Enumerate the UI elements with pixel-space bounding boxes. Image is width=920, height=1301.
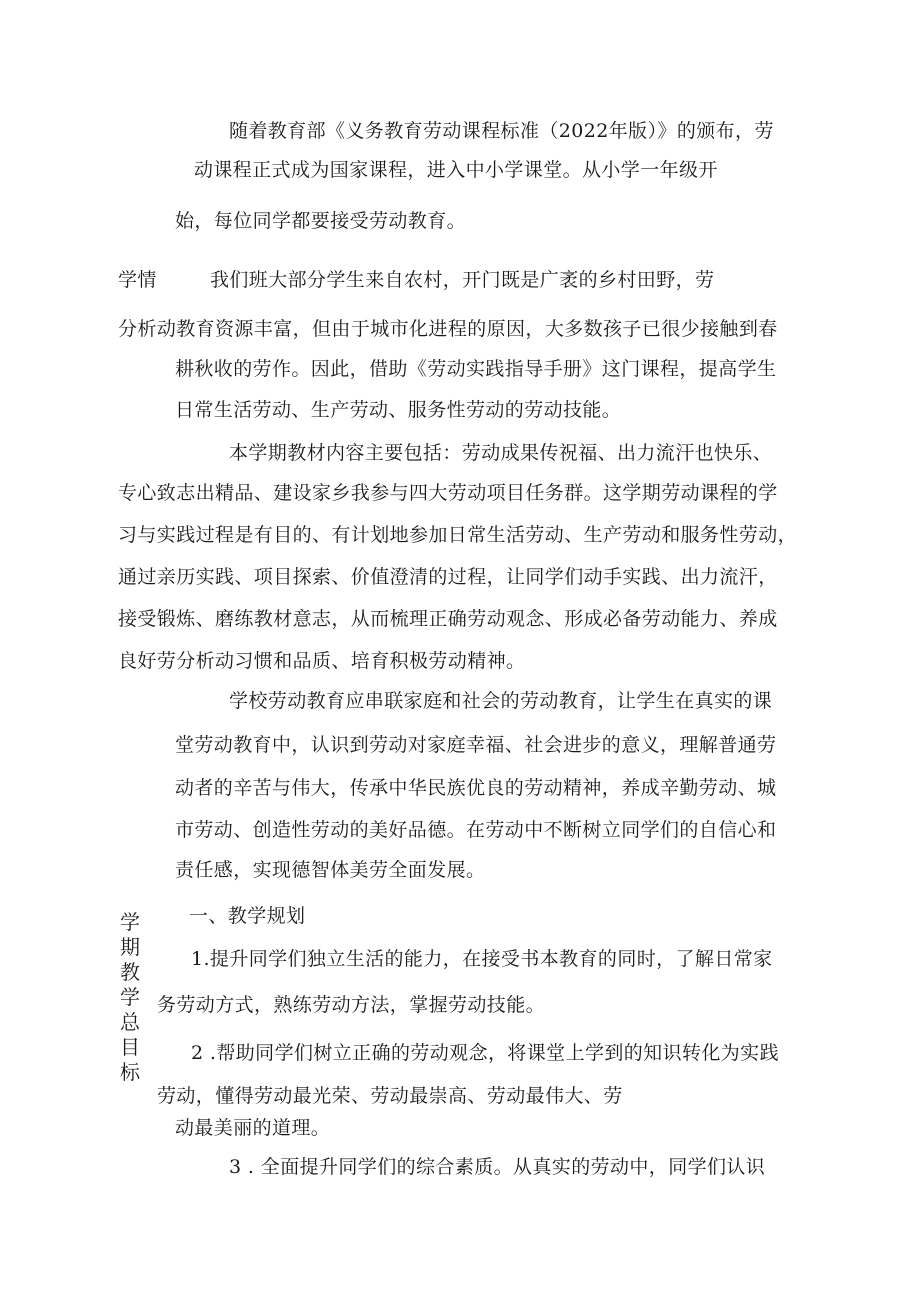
textbook-line-3: 习与实践过程是有目的、有计划地参加日常生活劳动、生产劳动和服务性劳动， (118, 524, 798, 546)
intro-line-1: 随着教育部《义务教育劳动课程标准（2022年版）》的颁布，劳 (229, 120, 774, 142)
student-analysis-line-4: 日常生活劳动、生产劳动、服务性劳动的劳动技能。 (175, 399, 622, 421)
school-line-4: 市劳动、创造性劳动的美好品德。在劳动中不断树立同学们的自信心和 (175, 819, 777, 841)
textbook-line-5: 接受锻炼、磨练教材意志，从而梳理正确劳动观念、形成必备劳动能力、养成 (118, 608, 778, 630)
goal-item-1-line-2: 务劳动方式，熟练劳动方法，掌握劳动技能。 (157, 994, 546, 1016)
school-line-2: 堂劳动教育中，认识到劳动对家庭幸福、社会进步的意义，理解普通劳 (175, 734, 777, 756)
student-analysis-label: 学情 (118, 269, 157, 291)
student-analysis-label-2: 分析 (118, 318, 157, 340)
student-analysis-line-2-text: 动教育资源丰富，但由于城市化进程的原因，大多数孩子已很少接触到春 (156, 318, 778, 340)
textbook-line-6: 良好劳分析动习惯和品质、培育积极劳动精神。 (118, 650, 526, 672)
intro-line-2: 动课程正式成为国家课程，进入中小学课堂。从小学一年级开 (194, 159, 718, 181)
intro-line-3: 始，每位同学都要接受劳动教育。 (175, 210, 467, 232)
goals-side-label: 学期教学总目标 (120, 910, 140, 1084)
student-analysis-line-1: 我们班大部分学生来自农村，开门既是广袤的乡村田野，劳 (210, 269, 715, 291)
goal-item-2-line-1: 2 .帮助同学们树立正确的劳动观念，将课堂上学到的知识转化为实践 (191, 1042, 779, 1064)
student-analysis-line-2 (118, 317, 778, 341)
textbook-line-1: 本学期教材内容主要包括：劳动成果传祝福、出力流汗也快乐、 (229, 442, 773, 464)
goals-heading: 一、教学规划 (189, 905, 306, 927)
goal-item-1-line-1: 1.提升同学们独立生活的能力，在接受书本教育的同时，了解日常家 (191, 948, 773, 970)
goal-item-2-line-3: 动最美丽的道理。 (175, 1117, 331, 1139)
goal-item-2-line-2: 劳动，懂得劳动最光荣、劳动最崇高、劳动最伟大、劳 (157, 1085, 623, 1107)
student-analysis-line-3: 耕秋收的劳作。因此，借助《劳动实践指导手册》这门课程，提高学生 (175, 358, 777, 380)
school-line-1: 学校劳动教育应串联家庭和社会的劳动教育，让学生在真实的课 (229, 690, 773, 712)
school-line-3: 动者的辛苦与伟大，传承中华民族优良的劳动精神，养成辛勤劳动、城 (175, 777, 777, 799)
textbook-line-4: 通过亲历实践、项目探索、价值澄清的过程，让同学们动手实践、出力流汗， (118, 566, 778, 588)
goal-item-3-line-1: 3 . 全面提升同学们的综合素质。从真实的劳动中，同学们认识 (229, 1156, 766, 1178)
textbook-line-2: 专心致志出精品、建设家乡我参与四大劳动项目任务群。这学期劳动课程的学 (118, 482, 778, 504)
school-line-5: 责任感，实现德智体美劳全面发展。 (175, 859, 486, 881)
